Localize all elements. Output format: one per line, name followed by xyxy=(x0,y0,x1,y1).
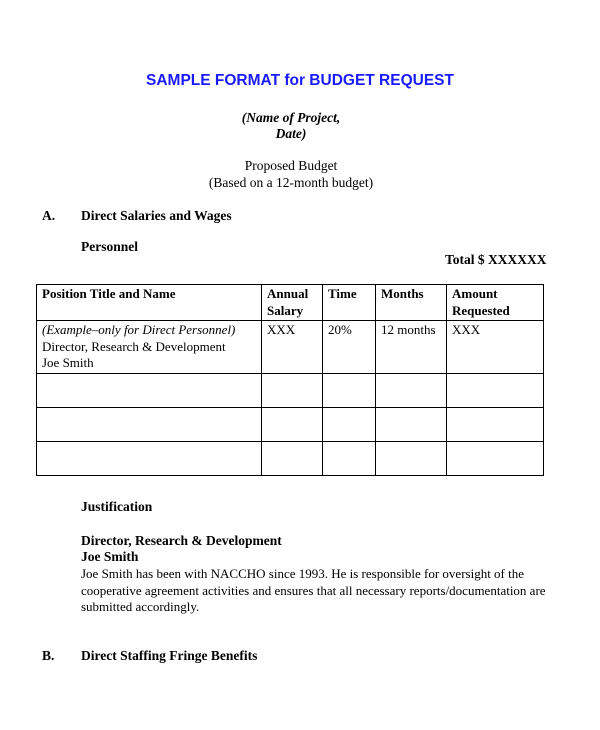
header-time: Time xyxy=(323,285,376,321)
cell-position xyxy=(37,321,262,374)
person-name: Joe Smith xyxy=(42,355,94,370)
cell-time: 20% xyxy=(323,321,376,374)
position-title: Director, Research & Development xyxy=(42,338,226,354)
project-name-line: (Name of Project, xyxy=(241,110,341,125)
personnel-budget-table xyxy=(36,284,544,476)
section-b-letter: B. xyxy=(42,648,55,663)
justification-text: Joe Smith has been with NACCHO since 1993. He is responsible for oversight of the cooperative agreement activities and ensures that all necessary reports/documentation are submitted accordingly. xyxy=(81,566,546,614)
justification-name: Joe Smith xyxy=(81,549,139,564)
document-title: SAMPLE FORMAT for BUDGET REQUEST xyxy=(146,72,454,89)
table-row xyxy=(37,441,544,475)
cell-salary: XXX xyxy=(262,321,323,374)
project-date-line: Date) xyxy=(275,126,307,141)
header-position: Position Title and Name xyxy=(37,285,262,321)
table-row xyxy=(37,407,544,441)
table-row xyxy=(37,373,544,407)
table-header-row xyxy=(37,285,544,321)
section-b-heading: Direct Staffing Fringe Benefits xyxy=(81,648,258,663)
personnel-label: Personnel xyxy=(81,239,138,254)
justification-role: Director, Research & Development xyxy=(81,533,282,548)
budget-basis-label: (Based on a 12-month budget) xyxy=(208,175,374,190)
header-annual-salary: Annual Salary xyxy=(262,285,323,321)
justification-heading: Justification xyxy=(81,499,153,514)
cell-months: 12 months xyxy=(376,321,447,374)
section-a-letter: A. xyxy=(42,208,56,223)
total-amount: Total $ XXXXXX xyxy=(445,252,547,267)
table-row xyxy=(37,321,544,374)
proposed-budget-label: Proposed Budget xyxy=(244,158,338,173)
header-months: Months xyxy=(376,285,447,321)
example-note: (Example–only for Direct Personnel) xyxy=(42,322,236,337)
header-amount-requested: Amount Requested xyxy=(447,285,544,321)
section-a-heading: Direct Salaries and Wages xyxy=(81,208,232,223)
cell-amount: XXX xyxy=(447,321,544,374)
